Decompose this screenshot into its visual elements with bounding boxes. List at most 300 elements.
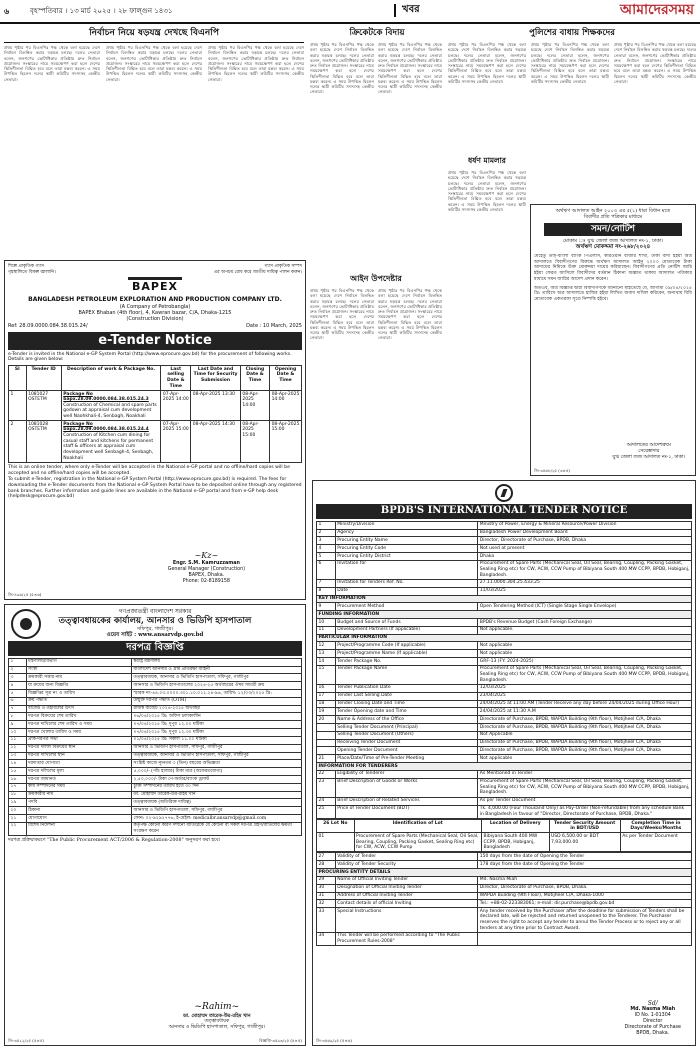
table-row xyxy=(317,892,692,900)
row-number: 24 xyxy=(317,797,336,805)
row-number: ৫ xyxy=(9,690,27,698)
row-number: ২১ xyxy=(9,815,27,823)
lot-time: As per Tender Document xyxy=(620,833,691,852)
table-row xyxy=(9,760,302,768)
bpdb-sig-title: Director xyxy=(643,1019,663,1025)
table-row xyxy=(9,705,302,713)
table-row xyxy=(9,736,302,744)
col-opening: Opening Date & Time xyxy=(270,366,302,391)
row-value: স্বরাষ্ট্র মন্ত্রণালয় xyxy=(132,658,302,666)
row-number: 25 xyxy=(317,805,336,818)
bapex-slogan-right2: এর অপচয় রোধ করে জাতীয় দায়িত্ব পালন করুন। xyxy=(213,269,302,275)
row-selling: 07-Apr-2025 14:00 xyxy=(161,390,191,420)
bapex-sub1: (A Company of Petrobangla) xyxy=(119,303,191,310)
row-label: দরপত্র দলিলের মূল্য xyxy=(26,768,131,776)
story-teachers-col2: প্রথম পৃষ্ঠার পর বিএনপির পক্ষ থেকে বলা হয়েছে দেশে নির্বাচন বিলম্বিত করার ষড়যন্ত্র চলছে। দলের নেতারা বলেন, জনগণের ভোটাধিকার প্রতিষ্ঠায় দ্রুত নির্বাচন প্রয়োজন। সংস্কারের নামে সময়ক্ষেপণ করা হলে দেশের স্থিতিশীলতা বিঘ্নিত হবে বলে তারা মন্তব্য করেন। এ সময় উপস্থিত ছিলেন দলের স্থায়ী কমিটির সদস্যসহ কেন্দ্রীয় নেতারা। xyxy=(531,42,609,84)
ansar-left-code: জি-৩৫২২/২৫ (৫×৫) xyxy=(8,1038,44,1043)
row-value: চুক্তি সম্পাদনের তারিখ হতে ৩০ দিন xyxy=(132,783,302,791)
row-value: ২,৫০,০০০/- টাকা পে-অর্ডার/ব্যাংক ড্রাফট xyxy=(132,775,302,783)
row-number: 9 xyxy=(317,603,336,611)
row-value: As per Tender Document xyxy=(478,797,692,805)
row-number: ৭ xyxy=(9,705,27,713)
lot-col-security: Tender Security Amount in BDT/USD xyxy=(549,819,620,832)
row-label: Brief Description of Related Services xyxy=(335,797,478,805)
table-row xyxy=(9,807,302,815)
row-value: 178 days from the date of Opening the Tender xyxy=(478,861,692,869)
col-security: Last Date and Time for Security Submission xyxy=(191,366,241,391)
lot-col-no: 26 Lot No xyxy=(317,819,355,832)
row-label: Development Partners (If applicable) xyxy=(335,626,478,634)
row-label: দরপত্র বিক্রয়ের শেষ তারিখ xyxy=(26,713,131,721)
row-value: আনসার ও ভিডিপি হাসপাতাল, সফিপুর, গাজীপুর xyxy=(132,744,302,752)
row-value: Open Tendering Method (ICT) (Single Stage Single Envelope) xyxy=(478,603,692,611)
row-number: 31 xyxy=(317,892,336,900)
table-row xyxy=(317,692,692,700)
table-row xyxy=(9,815,302,823)
row-value: Procurement of Spare Parts (Mechanical Seal, Oil Seal, Bearing, Coupling, Packing Gasket, Sealing Ring etc) for CW, ACW, CCW Pump of Bibiyana South 400 MW CCPP, BPDB, Hobiganj, Bangladesh. xyxy=(478,778,692,797)
table-row xyxy=(317,642,692,650)
row-number: ১ xyxy=(9,658,27,666)
row-number: 11 xyxy=(317,626,336,634)
table-row xyxy=(317,869,692,877)
table-row xyxy=(317,900,692,908)
row-value: Directorate of Purchase, BPDB, WAPDA Building (9th floor), Motijheel C/A, Dhaka xyxy=(478,747,692,755)
row-value: Procurement of Spare Parts (Mechanical Seal, Oil Seal, Bearing, Coupling, Packing Gasket, Sealing Ring etc) for CW, ACW, CCW Pump of Bibiyana South 400 MW CCPP, BPDB, Hobiganj, Bangladesh. xyxy=(478,665,692,684)
row-number: 16 xyxy=(317,684,336,692)
row-value: Not applicable xyxy=(478,755,692,763)
row-number: ১৩ xyxy=(9,752,27,760)
row-label: Agency xyxy=(335,529,478,537)
row-value: Directorate of Purchase, BPDB, WAPDA Building (9th floor), Motijheel C/A, Dhaka xyxy=(478,739,692,747)
table-row xyxy=(317,684,692,692)
row-closing: 08-Apr-2025 14:00 xyxy=(240,390,269,420)
bpdb-sig-name: Md. Nasma Miah xyxy=(630,1007,676,1013)
row-label: Brief Description of Goods or Works xyxy=(335,778,478,797)
table-row xyxy=(317,884,692,892)
table-row xyxy=(317,650,692,658)
ansar-gov: গণপ্রজাতন্ত্রী বাংলাদেশ সরকার xyxy=(118,608,192,615)
table-row xyxy=(317,833,692,852)
row-label: দরপত্র খোলার তারিখ ও সময় xyxy=(26,729,131,737)
story-bnp-col3: প্রথম পৃষ্ঠার পর বিএনপির পক্ষ থেকে বলা হয়েছে দেশে নির্বাচন বিলম্বিত করার ষড়যন্ত্র চলছে। দলের নেতারা বলেন, জনগণের ভোটাধিকার প্রতিষ্ঠায় দ্রুত নির্বাচন প্রয়োজন। সংস্কারের নামে সময়ক্ষেপণ করা হলে দেশের স্থিতিশীলতা বিঘ্নিত হবে বলে তারা মন্তব্য করেন। এ সময় উপস্থিত ছিলেন দলের স্থায়ী কমিটির সদস্যসহ কেন্দ্রীয় নেতারা। xyxy=(208,45,304,82)
row-number: 33 xyxy=(317,908,336,933)
table-row xyxy=(317,716,692,724)
table-row xyxy=(317,731,692,739)
row-label: Ministry/Division xyxy=(335,521,478,529)
row-value: Not applicable xyxy=(478,642,692,650)
logo-part-b: সময় xyxy=(668,2,694,18)
row-number xyxy=(317,731,336,739)
row-label: Procurement Method xyxy=(335,603,478,611)
col-description: Description of work & Package No. xyxy=(61,366,161,391)
story-law-col2: প্রথম পৃষ্ঠার পর বিএনপির পক্ষ থেকে বলা হয়েছে দেশে নির্বাচন বিলম্বিত করার ষড়যন্ত্র চলছে। দলের নেতারা বলেন, জনগণের ভোটাধিকার প্রতিষ্ঠায় দ্রুত নির্বাচন প্রয়োজন। সংস্কারের নামে সময়ক্ষেপণ করা হলে দেশের স্থিতিশীলতা বিঘ্নিত হবে বলে তারা মন্তব্য করেন। এ সময় উপস্থিত ছিলেন দলের স্থায়ী কমিটির সদস্যসহ কেন্দ্রীয় নেতারা। xyxy=(378,288,442,341)
ansar-address: সফিপুর, গাজীপুর। xyxy=(136,626,174,633)
row-number: ১০ xyxy=(9,729,27,737)
bapex-note1: This is an online tender, where only e-Tender will be accepted in the National e-GP portal and no offline/hard copies will be accepted and no offline/hard copies will be accepted. xyxy=(8,464,290,476)
row-desc-text: Construction of Kitchen cum dining for casual staff and kitchens for permanent staff & officers at appraisal cum development well Senbagh-4, Senbagh, Noakhali xyxy=(63,433,154,461)
row-value: তত্ত্বাবধায়ক, আনসার ও ভিডিপি হাসপাতাল, সফিপুর, গাজীপুর xyxy=(132,674,302,682)
row-label: দরপত্র জামানত xyxy=(26,775,131,783)
row-value: Not applicable xyxy=(478,650,692,658)
row-number: 4 xyxy=(317,545,336,553)
row-label: Contact details of official Inviting xyxy=(335,900,478,908)
lot-ident: Procurement of Spare Parts (Mechanical Seal, Oil Seal, Bearing, Coupling, Packing Gasket, Sealing Ring etc) for CW, ACW, CCW Pump xyxy=(354,833,482,852)
story-cricket-col1: প্রথম পৃষ্ঠার পর বিএনপির পক্ষ থেকে বলা হয়েছে দেশে নির্বাচন বিলম্বিত করার ষড়যন্ত্র চলছে। দলের নেতারা বলেন, জনগণের ভোটাধিকার প্রতিষ্ঠায় দ্রুত নির্বাচন প্রয়োজন। সংস্কারের নামে সময়ক্ষেপণ করা হলে দেশের স্থিতিশীলতা বিঘ্নিত হবে বলে তারা মন্তব্য করেন। এ সময় উপস্থিত ছিলেন দলের স্থায়ী কমিটির সদস্যসহ কেন্দ্রীয় নেতারা। xyxy=(310,42,374,95)
bpdb-sig-org: Directorate of Purchase xyxy=(624,1025,681,1031)
bpdb-sig-org2: BPDB, Dhaka. xyxy=(636,1031,670,1037)
row-label: Tender Package No. xyxy=(335,658,478,666)
row-number: 18 xyxy=(317,700,336,708)
table-row xyxy=(9,682,302,690)
table-row xyxy=(317,876,692,884)
row-label: Selling Tender Document (Others) xyxy=(335,731,478,739)
table-row xyxy=(317,537,692,545)
row-value: WAPDA Building (9th Floor), Motijheel C/A, Dhaka-1000 xyxy=(478,892,692,900)
bpdb-lot-table xyxy=(316,819,692,853)
row-number: 1 xyxy=(317,521,336,529)
row-number: 20 xyxy=(317,716,336,724)
table-row xyxy=(317,805,692,818)
row-number: 6 xyxy=(317,560,336,579)
story-teachers-col1: প্রথম পৃষ্ঠার পর বিএনপির পক্ষ থেকে বলা হয়েছে দেশে নির্বাচন বিলম্বিত করার ষড়যন্ত্র চলছে। দলের নেতারা বলেন, জনগণের ভোটাধিকার প্রতিষ্ঠায় দ্রুত নির্বাচন প্রয়োজন। সংস্কারের নামে সময়ক্ষেপণ করা হলে দেশের স্থিতিশীলতা বিঘ্নিত হবে বলে তারা মন্তব্য করেন। এ সময় উপস্থিত ছিলেন দলের স্থায়ী কমিটির সদস্যসহ কেন্দ্রীয় নেতারা। xyxy=(448,42,526,84)
table-row xyxy=(317,634,692,642)
bpdb-tender-notice xyxy=(312,480,696,1046)
table-row xyxy=(9,752,302,760)
row-value: সংশ্লিষ্ট কাজে ন্যূনতম ৩ (তিন) বছরের অভিজ্ঞতা xyxy=(132,760,302,768)
row-value: ০৭/০৪/২০২৫ খ্রি: দুপুর ১২.৩০ ঘটিকা xyxy=(132,729,302,737)
court-top2: বিবাদীর প্রতি পত্রিকার মাধ্যমে xyxy=(583,214,643,221)
row-label: দরপত্র দাখিলের স্থান xyxy=(26,752,131,760)
row-desc-text: Construction of Chemical and spare parts godown at appraisal cum development well Naohkhali-4, Senbagh, Noakhali xyxy=(63,402,157,419)
bapex-sig-title: General Manager (Construction) xyxy=(167,567,245,573)
row-label: Place/Date/Time of Pre-Tender Meeting xyxy=(335,755,478,763)
row-value: স্মারক নং-৪৪.০৩.০০০০.৩০১.১০.০১২.২৪-৯৬, তারিখ: ১২/০৩/২০২৫ খ্রি: xyxy=(132,690,302,698)
col-tender-id: Tender ID xyxy=(26,366,61,391)
row-label: বিজ্ঞপ্তির সূত্র নং ও তারিখ xyxy=(26,690,131,698)
bapex-slogan-left: শিল্পে প্রাকৃতিক গ্যাস xyxy=(8,264,44,269)
row-number: ৪ xyxy=(9,682,27,690)
bapex-address: BAPEX Bhaban (4th floor), 4, Kawran bazar, C/A, Dhaka-1215 xyxy=(78,309,232,316)
row-security: 08-Apr-2025 13:30 xyxy=(191,390,241,420)
row-label: প্রাক-দরপত্র সভা xyxy=(26,736,131,744)
row-value: কর্তৃপক্ষ কোনো কারণ দর্শানো ব্যতিরেকে যে কোনো বা সকল দরপত্র গ্রহণ/বাতিলের ক্ষমতা সংরক্ষণ করেন xyxy=(132,822,302,835)
bapex-slogan-left2: গৃহস্থালিতে বিকল্প জ্বালানি। xyxy=(8,269,56,275)
row-number: ২ xyxy=(9,666,27,674)
row-value: Ministry of Power, Energy & Mineral Resource/Power Division xyxy=(478,521,692,529)
table-row xyxy=(317,908,692,933)
row-value: তত্ত্বাবধায়ক (অতিরিক্ত দায়িত্ব) xyxy=(132,799,302,807)
bapex-division: (Construction Division) xyxy=(126,316,184,322)
row-value: ৫,০০০/- (পাঁচ হাজার) টাকা মাত্র (অফেরতযোগ্য) xyxy=(132,768,302,776)
ansar-title: দরপত্র বিজ্ঞপ্তি xyxy=(8,641,302,656)
row-number: 12 xyxy=(317,642,336,650)
row-label: Validity of Tender Security xyxy=(335,861,478,869)
bapex-slogan-right: গ্যাস প্রাকৃতিক সম্পদ xyxy=(264,264,302,269)
section-header: INFORMATION FOR TENDERERS xyxy=(317,763,692,771)
row-label: Procuring Entity District xyxy=(335,553,478,561)
row-number: ২২ xyxy=(9,822,27,835)
section-header: FUNDING INFORMATION xyxy=(317,611,692,619)
ansar-tender-notice xyxy=(4,604,306,1046)
table-row xyxy=(9,713,302,721)
bapex-tender-notice xyxy=(4,260,306,600)
row-label: Procuring Entity Name xyxy=(335,537,478,545)
bapex-sig-name: Engr. S.M. Kamruzzaman xyxy=(172,561,240,567)
row-number: 3 xyxy=(317,537,336,545)
row-number: 23 xyxy=(317,778,336,797)
lot-location: Bibiyana South 400 MW CCPP, BPDB, Hobiganj, Bangladesh xyxy=(482,833,550,852)
bpdb-sig-id: ID No. 1-01304 xyxy=(634,1013,671,1019)
row-number xyxy=(317,739,336,747)
row-number: 34 xyxy=(317,932,336,945)
row-value: আনসার ও ভিডিপি হাসপাতালের ২০২৪-২৫ অর্থবছরের ঔষধ সামগ্রী ক্রয় xyxy=(132,682,302,690)
court-body: যেহেতু ডাচ্-বাংলা ব্যাংক পিএলসি, কারওয়ান বাজার শাখা, ঢাকা বাদী হইয়া অত্র আদালতে বিবাদীগণের বিরুদ্ধে অর্থঋণ আদালত আইন ২০০৩ মোতাবেক টাকা আদায়ের নিমিত্তে উক্ত মোকদ্দমা দায়ের করিয়াছেন। বিবাদীগণের প্রতি নোটিশ জারি হইয়া ফেরত আসিলে বিবাদীদের বর্তমান ঠিকানা অজ্ঞাত থাকায় আদালত পত্রিকার মাধ্যমে সমন জারির আদেশ প্রদান করেন। xyxy=(534,253,692,282)
row-number: ১৭ xyxy=(9,783,27,791)
table-row xyxy=(9,697,302,705)
lot-col-time: Completion Time in Days/Weeks/Months xyxy=(620,819,691,832)
row-label: This Tender will be performed according to "The Public Procurement Rules-2008" xyxy=(335,932,478,945)
row-label: Project/Programme Code (If applicable) xyxy=(335,642,478,650)
row-closing: 08-Apr-2025 15:00 xyxy=(240,421,269,463)
row-description xyxy=(61,390,161,420)
row-value: ফোন: ০২-৯২৯২৭৭৬, ই-মেইল: medicalbr.ansarvdp@gmail.com xyxy=(132,815,302,823)
table-row xyxy=(317,665,692,684)
table-row xyxy=(317,611,692,619)
col-sl: Sl xyxy=(9,366,27,391)
table-row xyxy=(317,587,692,595)
table-row xyxy=(9,775,302,783)
court-sig3: যুগ্ম জেলা জজ আদালত নং-১, ঢাকা। xyxy=(612,455,685,461)
row-number: ১৬ xyxy=(9,775,27,783)
row-value: As Mentioned in Tender xyxy=(478,770,692,778)
row-number: 19 xyxy=(317,708,336,716)
page-number: ৬ xyxy=(4,6,10,16)
lot-col-ident: Identification of Lot xyxy=(354,819,482,832)
newspaper-logo xyxy=(620,2,694,20)
table-row xyxy=(317,545,692,553)
table-row xyxy=(9,822,302,835)
bapex-intro: e-Tender is invited in the National e-GP System Portal (http://www.eprocure.gov.bd) for the procurement of following works. Details are given below: xyxy=(8,351,292,363)
row-number: 14 xyxy=(317,658,336,666)
row-label: Procuring Entity Code xyxy=(335,545,478,553)
row-number: ১৮ xyxy=(9,791,27,799)
story-law-col1: প্রথম পৃষ্ঠার পর বিএনপির পক্ষ থেকে বলা হয়েছে দেশে নির্বাচন বিলম্বিত করার ষড়যন্ত্র চলছে। দলের নেতারা বলেন, জনগণের ভোটাধিকার প্রতিষ্ঠায় দ্রুত নির্বাচন প্রয়োজন। সংস্কারের নামে সময়ক্ষেপণ করা হলে দেশের স্থিতিশীলতা বিঘ্নিত হবে বলে তারা মন্তব্য করেন। এ সময় উপস্থিত ছিলেন দলের স্থায়ী কমিটির সদস্যসহ কেন্দ্রীয় নেতারা। xyxy=(310,288,374,341)
row-value: Director, Directorate of Purchase, BPDB, Dhaka. xyxy=(478,884,692,892)
table-row xyxy=(9,744,302,752)
table-row xyxy=(317,778,692,797)
row-number: 13 xyxy=(317,650,336,658)
table-row xyxy=(317,932,692,945)
row-value: 150 days from the date of Opening the Tender xyxy=(478,853,692,861)
section-header: KEY INFORMATION xyxy=(317,595,692,603)
story-teachers-col3: প্রথম পৃষ্ঠার পর বিএনপির পক্ষ থেকে বলা হয়েছে দেশে নির্বাচন বিলম্বিত করার ষড়যন্ত্র চলছে। দলের নেতারা বলেন, জনগণের ভোটাধিকার প্রতিষ্ঠায় দ্রুত নির্বাচন প্রয়োজন। সংস্কারের নামে সময়ক্ষেপণ করা হলে দেশের স্থিতিশীলতা বিঘ্নিত হবে বলে তারা মন্তব্য করেন। এ সময় উপস্থিত ছিলেন দলের স্থায়ী কমিটির সদস্যসহ কেন্দ্রীয় নেতারা। xyxy=(614,42,696,84)
row-number xyxy=(317,723,336,731)
row-number: 7 xyxy=(317,579,336,587)
row-label: Invitation for Tenders Ref. No. xyxy=(335,579,478,587)
row-number: ৮ xyxy=(9,713,27,721)
section-header: PROCURING ENTITY DETAILS xyxy=(317,869,692,877)
row-number: ১৫ xyxy=(9,768,27,776)
bapex-company-name: BANGLADESH PETROLEUM EXPLORATION AND PRODUCTION COMPANY LTD. xyxy=(28,296,282,303)
row-description xyxy=(61,421,161,463)
ansar-table xyxy=(8,658,302,837)
table-row xyxy=(317,755,692,763)
row-number: ৬ xyxy=(9,697,27,705)
table-row xyxy=(317,595,692,603)
row-label: Invitation for xyxy=(335,560,478,579)
row-label: Project/Programme Name (If applicable) xyxy=(335,650,478,658)
row-value: Director, Directorate of Purchase, BPDB, Dhaka xyxy=(478,537,692,545)
table-row xyxy=(9,690,302,698)
bapex-table xyxy=(8,365,302,463)
row-value: Not applicable. xyxy=(478,626,692,634)
row-label: Eligibility of Tenderer xyxy=(335,770,478,778)
lot-security: USD 6,500.00 or BDT 7,93,000.00 xyxy=(549,833,620,852)
row-label: কার্য সম্পাদনের সময় xyxy=(26,783,131,791)
row-label: দরপত্র দাখিলের শেষ তারিখ ও সময় xyxy=(26,721,131,729)
row-value xyxy=(478,932,692,945)
table-row xyxy=(317,579,692,587)
table-row xyxy=(317,739,692,747)
row-label: ক্রয় পদ্ধতি xyxy=(26,697,131,705)
table-row xyxy=(317,560,692,579)
row-value: Not Applicable xyxy=(478,731,692,739)
ansar-sig-org: আনসার ও ভিডিপি হাসপাতাল, সফিপুর, গাজীপুর। xyxy=(168,1025,265,1031)
court-top1: অর্থঋণ আদালত আইন ২০০৩ এর ৫(১) ধারা বিধান মতে xyxy=(555,208,671,214)
row-label: Budget and Source of Funds xyxy=(335,618,478,626)
col-last-selling: Last selling Date & Time xyxy=(161,366,191,391)
row-number: ১২ xyxy=(9,744,27,752)
row-value: BPDB's Revenue Budget (Cash Foreign Exchange) xyxy=(478,618,692,626)
row-sl: 2 xyxy=(9,421,27,463)
row-label: Tender Publication Date xyxy=(335,684,478,692)
story-cricket-col2: প্রথম পৃষ্ঠার পর বিএনপির পক্ষ থেকে বলা হয়েছে দেশে নির্বাচন বিলম্বিত করার ষড়যন্ত্র চলছে। দলের নেতারা বলেন, জনগণের ভোটাধিকার প্রতিষ্ঠায় দ্রুত নির্বাচন প্রয়োজন। সংস্কারের নামে সময়ক্ষেপণ করা হলে দেশের স্থিতিশীলতা বিঘ্নিত হবে বলে তারা মন্তব্য করেন। এ সময় উপস্থিত ছিলেন দলের স্থায়ী কমিটির সদস্যসহ কেন্দ্রীয় নেতারা। xyxy=(378,42,442,95)
row-label: ঠিকানা xyxy=(26,807,131,815)
table-row xyxy=(317,521,692,529)
row-label: Opening Tender Document xyxy=(335,747,478,755)
bapex-logo: BAPEX xyxy=(128,277,182,294)
row-number xyxy=(317,747,336,755)
row-tender-id: 1081027 OSTETM xyxy=(26,390,61,420)
row-number: 15 xyxy=(317,665,336,684)
row-value: Tel.: +88-02-223383061; e-mail: dir.purchase@bpdb.gov.bd xyxy=(478,900,692,908)
table-row xyxy=(9,721,302,729)
lot-no: 01 xyxy=(317,833,355,852)
row-value: ০১/০৪/২০২৫ খ্রি: সকাল ১১.০০ ঘটিকা xyxy=(132,736,302,744)
story-teachers-headline: পুলিশের বাধায় শিক্ষকদের xyxy=(529,28,615,38)
bapex-sig-org: BAPEX, Dhaka. xyxy=(188,573,225,579)
row-value: ০৬/০৪/২০২৫ খ্রি: অফিস চলাকালীন xyxy=(132,713,302,721)
table-row xyxy=(9,783,302,791)
row-value: Tk. 4,000.00 (Four Thousand Only) as Pay-Order (Non-refundable) from any schedule Bank in Bangladesh in favour of "Director, Directorate of Purchase, BPDB, Dhaka." xyxy=(478,805,692,818)
row-label: Address of Official Inviting Tender xyxy=(335,892,478,900)
row-tender-id: 1081028 OSTETM xyxy=(26,421,61,463)
row-value: 27.11.0000.304.25.433.25 xyxy=(478,579,692,587)
row-number: 10 xyxy=(317,618,336,626)
row-value: ডা. মোহাম্মদ তারেক-উর-রহিম খান xyxy=(132,791,302,799)
row-label: Tender Closing Date and Time xyxy=(335,700,478,708)
ansar-signature: ~Rahim~ ডা. মোহাম্মদ তারেক-উর-রহিম খান তত্ত্বাবধায়ক আনসার ও ভিডিপি হাসপাতাল, সফিপুর, গাজীপুর। xyxy=(168,1001,265,1031)
row-opening: 08-Apr-2025 15:00 xyxy=(270,421,302,463)
page-header xyxy=(0,0,700,24)
row-label: Special Instructions xyxy=(335,908,478,933)
bapex-footer-code: জি-৪৯৬/২৫ (৫×৬) xyxy=(8,592,42,597)
row-label: বিশেষ নির্দেশনা xyxy=(26,822,131,835)
row-label: সংস্থা xyxy=(26,666,131,674)
col-closing: Closing Date & Time xyxy=(240,366,269,391)
row-label: Name & Address of the Office xyxy=(335,716,478,724)
row-value: রাজস্ব বাজেট ২০২৪-২০২৫ অর্থবছর xyxy=(132,705,302,713)
court-body2: অতএব, অত্র বিজ্ঞপ্তি দ্বারা বিবাদীগণকে জানানো যাইতেছে যে, আগামী ০৯/০৪/২০২৫ খ্রি: তারিখে অত্র আদালতে হাজির হইয়া লিখিত জবাব দাখিল করিবেন, অন্যথায় বিধি মোতাবেক একতরফা সূত্রে নিষ্পত্তি হইবে। xyxy=(534,285,692,303)
row-security: 08-Apr-2025 14:30 xyxy=(191,421,241,463)
row-number: 27 xyxy=(317,853,336,861)
table-row xyxy=(9,768,302,776)
table-row xyxy=(317,747,692,755)
row-selling: 07-Apr-2025 15:00 xyxy=(161,421,191,463)
table-row xyxy=(317,700,692,708)
row-value: Directorate of Purchase, BPDB, WAPDA Building (9th floor), Motijheel C/A, Dhaka xyxy=(478,723,692,731)
row-number: 28 xyxy=(317,861,336,869)
row-number: 17 xyxy=(317,692,336,700)
story-rape-col: প্রথম পৃষ্ঠার পর বিএনপির পক্ষ থেকে বলা হয়েছে দেশে নির্বাচন বিলম্বিত করার ষড়যন্ত্র চলছে। দলের নেতারা বলেন, জনগণের ভোটাধিকার প্রতিষ্ঠায় দ্রুত নির্বাচন প্রয়োজন। সংস্কারের নামে সময়ক্ষেপণ করা হলে দেশের স্থিতিশীলতা বিঘ্নিত হবে বলে তারা মন্তব্য করেন। এ সময় উপস্থিত ছিলেন দলের স্থায়ী কমিটির সদস্যসহ কেন্দ্রীয় নেতারা। xyxy=(448,170,526,212)
row-number: ১৯ xyxy=(9,799,27,807)
row-label: Tender Package Name xyxy=(335,665,478,684)
row-label: দরপত্র দলিল বিক্রয়ের স্থান xyxy=(26,744,131,752)
govt-seal-icon xyxy=(11,609,41,639)
row-number: 5 xyxy=(317,553,336,561)
story-bnp-col2: প্রথম পৃষ্ঠার পর বিএনপির পক্ষ থেকে বলা হয়েছে দেশে নির্বাচন বিলম্বিত করার ষড়যন্ত্র চলছে। দলের নেতারা বলেন, জনগণের ভোটাধিকার প্রতিষ্ঠায় দ্রুত নির্বাচন প্রয়োজন। সংস্কারের নামে সময়ক্ষেপণ করা হলে দেশের স্থিতিশীলতা বিঘ্নিত হবে বলে তারা মন্তব্য করেন। এ সময় উপস্থিত ছিলেন দলের স্থায়ী কমিটির সদস্যসহ কেন্দ্রীয় নেতারা। xyxy=(106,45,202,82)
story-rape-headline: ধর্ষণ মামলার xyxy=(448,156,526,165)
bpdb-logo-icon xyxy=(495,484,513,502)
bpdb-code: জি-৩৫৬৯/২৫ (৫×৬) xyxy=(316,1038,352,1043)
story-law-adviser-headline: আইন উপদেষ্টার xyxy=(350,274,402,283)
row-label: Designation of Official Inviting Tender xyxy=(335,884,478,892)
row-number: ১১ xyxy=(9,736,27,744)
row-number: ৯ xyxy=(9,721,27,729)
bpdb-signature: Sd/ Md. Nasma Miah ID No. 1-01304 Director Directorate of Purchase BPDB, Dhaka. xyxy=(624,999,681,1037)
court-sig: আদালতের আদেশক্রমে xyxy=(626,443,671,449)
row-value: 12/03/2025 xyxy=(478,684,692,692)
story-bnp-col1: প্রথম পৃষ্ঠার পর বিএনপির পক্ষ থেকে বলা হয়েছে দেশে নির্বাচন বিলম্বিত করার ষড়যন্ত্র চলছে। দলের নেতারা বলেন, জনগণের ভোটাধিকার প্রতিষ্ঠায় দ্রুত নির্বাচন প্রয়োজন। সংস্কারের নামে সময়ক্ষেপণ করা হলে দেশের স্থিতিশীলতা বিঘ্নিত হবে বলে তারা মন্তব্য করেন। এ সময় উপস্থিত ছিলেন দলের স্থায়ী কমিটির সদস্যসহ কেন্দ্রীয় নেতারা। xyxy=(4,45,100,82)
row-label: Tender Last Selling Date xyxy=(335,692,478,700)
row-sl: 1 xyxy=(9,390,27,420)
row-value: GRF-13 (FY: 2024-2025) xyxy=(478,658,692,666)
lot-col-location: Location of Delivery xyxy=(482,819,550,832)
court-sub1: মোকাম ঃ যুগ্ম জেলা জজ আদালত নং-১, ঢাকা। xyxy=(563,237,663,244)
table-row xyxy=(9,390,302,420)
row-label: Name of Official Inviting Tender xyxy=(335,876,478,884)
table-row xyxy=(317,603,692,611)
row-number: 21 xyxy=(317,755,336,763)
table-row xyxy=(9,729,302,737)
story-bnp-headline: নির্বাচন নিয়ে ষড়যন্ত্র দেখছে বিএনপি xyxy=(89,28,219,38)
table-row xyxy=(317,708,692,716)
row-label: ক্রয়কারী সত্তার নাম xyxy=(26,674,131,682)
row-number: ১৪ xyxy=(9,760,27,768)
story-cricket-headline: ক্রিকেটকে বিদায় xyxy=(349,28,405,38)
ansar-office: তত্ত্বাবধায়কের কার্যালয়, আনসার ও ভিডিপি হাসপাতাল xyxy=(58,615,252,626)
table-row xyxy=(317,763,692,771)
row-value: বাংলাদেশ আনসার ও গ্রাম প্রতিরক্ষা বাহিনী xyxy=(132,666,302,674)
bpdb-table xyxy=(316,521,692,819)
ansar-sig-name: ডা. মোহাম্মদ তারেক-উর-রহিম খান xyxy=(183,1013,251,1020)
row-opening: 08-Apr-2025 14:00 xyxy=(270,390,302,420)
row-label: দরদাতার যোগ্যতা xyxy=(26,760,131,768)
ansar-website: ওয়েব সাইট : www.ansarvdp.gov.bd xyxy=(106,632,204,639)
row-value: 23/04/2025 xyxy=(478,692,692,700)
row-value: Dhaka xyxy=(478,553,692,561)
bapex-date: Date : 10 March, 2025 xyxy=(246,323,302,330)
